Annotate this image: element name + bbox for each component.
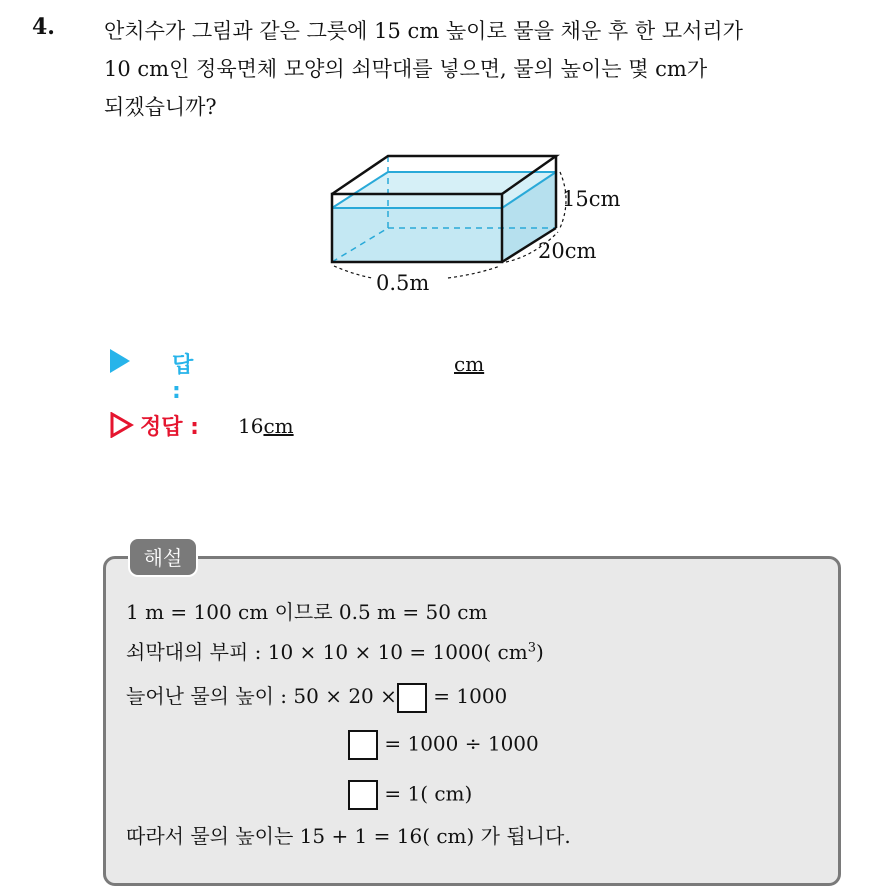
- solution-line-5: [348, 780, 472, 810]
- solution-line-6: 따라서 물의 높이는 15 + 1 = 16( cm) 가 됩니다.: [126, 824, 571, 848]
- answer-row: [110, 348, 485, 404]
- solution-tab: 해설: [128, 537, 198, 577]
- container-figure: [320, 148, 650, 298]
- blank-box: [397, 683, 427, 713]
- outline-triangle-icon: [110, 412, 134, 438]
- solution-line-2-close: ): [536, 640, 544, 664]
- solution-line-2-text: 쇠막대의 부피 : 10 × 10 × 10 = 1000( cm: [126, 640, 528, 664]
- width-dimension-arc-right: [448, 266, 500, 278]
- correct-value: [238, 414, 294, 438]
- solution-line-3: [126, 680, 507, 713]
- height-label: 15cm: [562, 187, 621, 211]
- question-text: [104, 12, 864, 126]
- width-dimension-arc-left: [334, 266, 372, 278]
- answer-unit: cm: [454, 352, 485, 376]
- solution-line-2-sup: 3: [527, 640, 537, 656]
- correct-unit: cm: [263, 414, 294, 438]
- width-label: 0.5m: [376, 271, 430, 295]
- solution-line-4: [348, 730, 539, 760]
- solution-line-4-text: = 1000 ÷ 1000: [378, 731, 539, 756]
- answer-label: 답 :: [172, 353, 194, 404]
- blank-box: [348, 780, 378, 810]
- solution-line-2: [126, 636, 544, 665]
- blank-box: [348, 730, 378, 760]
- water-front-face: [332, 208, 502, 262]
- question-line-1: 안치수가 그림과 같은 그릇에 15 cm 높이로 물을 채운 후 한 모서리가: [104, 19, 743, 43]
- solution-line-5-text: = 1( cm): [378, 781, 473, 806]
- box-diagram: [320, 148, 650, 298]
- solution-line-3-text: 늘어난 물의 높이 : 50 × 20 ×: [126, 684, 397, 708]
- depth-label: 20cm: [538, 239, 597, 263]
- correct-label: 정답 :: [140, 415, 199, 440]
- solution-line-3-result: = 1000: [426, 684, 508, 708]
- solution-line-1: 1 m = 100 cm 이므로 0.5 m = 50 cm: [126, 600, 488, 624]
- play-triangle-icon: [110, 349, 130, 373]
- question-number: 4.: [32, 14, 55, 40]
- question-line-2: 10 cm인 정육면체 모양의 쇠막대를 넣으면, 물의 높이는 몇 cm가: [104, 57, 708, 81]
- correct-number: 16: [238, 414, 264, 438]
- question-line-3: 되겠습니까?: [104, 95, 217, 119]
